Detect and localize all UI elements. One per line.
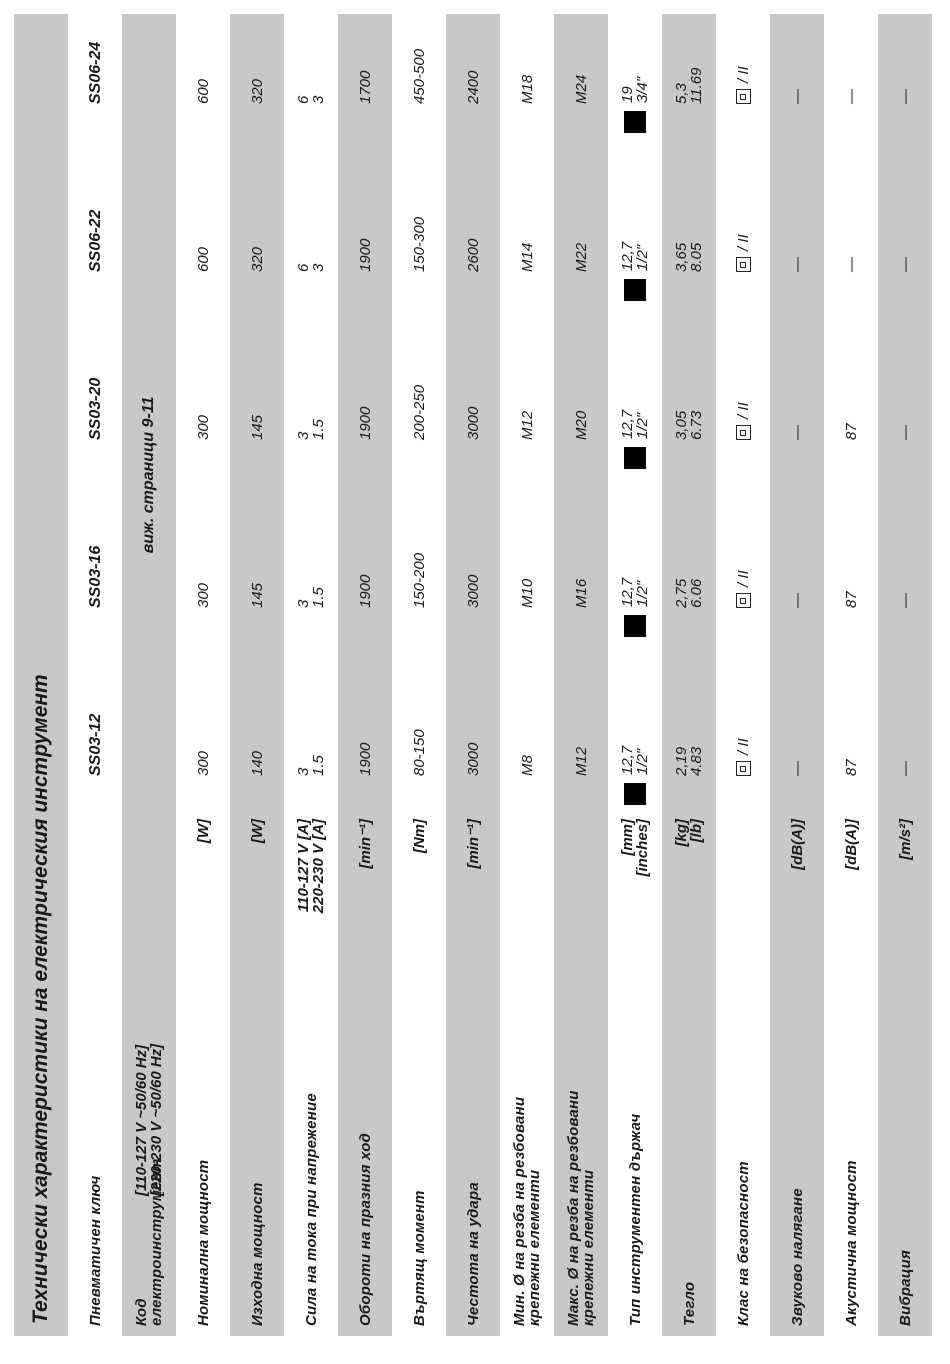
spec-row [662, 14, 716, 1336]
value-cell: 450-500 [410, 48, 428, 104]
value-cell [608, 0, 662, 139]
value-line: 6 [295, 95, 312, 104]
row-label: Въртящ момент [410, 1190, 428, 1326]
spec-row [500, 14, 554, 1336]
value-line: 4.83 [688, 746, 705, 776]
spec-row [230, 14, 284, 1336]
value-cell: 3000 [464, 406, 482, 440]
value-cell: — [896, 89, 914, 104]
class-value [736, 66, 751, 104]
value-line: 1/2" [634, 580, 651, 607]
header-label: Пневматичен ключ [86, 1175, 104, 1326]
value-cell: 150-300 [410, 216, 428, 272]
value-cell [284, 475, 338, 643]
value-cell: M12 [572, 746, 590, 776]
value-line: 19 [619, 86, 636, 103]
row-label: Номинална мощност [194, 1159, 212, 1326]
row-unit-line: 110-127 V [A] [295, 819, 312, 913]
rotated-table [14, 14, 936, 1336]
row-label-line: Макс. Ø на резба на резбовани [565, 1090, 582, 1326]
value-line: 1/2" [634, 412, 651, 439]
value-cell: 140 [248, 750, 266, 776]
spec-row [608, 14, 662, 1336]
value-cell: 2400 [464, 70, 482, 104]
value-line: 3 [310, 95, 327, 104]
row-label: Честота на удара [464, 1182, 482, 1326]
value-line: 1.5 [310, 419, 327, 440]
row-unit: [W] [248, 819, 266, 844]
value-cell: — [896, 425, 914, 440]
value-cell [608, 307, 662, 475]
row-unit-line: 220-230 V [A] [310, 819, 327, 914]
value-cell: — [896, 593, 914, 608]
value-line: 1.5 [310, 755, 327, 776]
value-cell: 87 [842, 423, 860, 440]
double-insulation-icon [736, 257, 751, 272]
code-unit-line: [110-127 V ~50/60 Hz] [133, 1044, 150, 1196]
row-label [554, 1026, 608, 1326]
value-line: 12,7 [619, 409, 636, 439]
row-unit-line: [inches] [634, 819, 651, 877]
value-cell: — [788, 761, 806, 776]
value-cell: — [788, 425, 806, 440]
value-cell: M12 [518, 410, 536, 440]
value-cell: 1900 [356, 574, 374, 608]
value-cell [716, 0, 770, 139]
row-label: Тип инструментен държач [626, 1113, 644, 1326]
value-cell: 200-250 [410, 384, 428, 440]
class-value [736, 738, 751, 776]
value-cell: 145 [248, 414, 266, 440]
value-line: 12,7 [619, 577, 636, 607]
spec-row [176, 14, 230, 1336]
row-label-line: крепежни елементи [580, 1169, 597, 1326]
spec-sheet [14, 14, 936, 1336]
class-value [736, 402, 751, 440]
row-unit-line: [kg] [673, 819, 690, 847]
class-value [736, 234, 751, 272]
value-cell: M14 [518, 242, 536, 272]
value-cell: M16 [572, 578, 590, 608]
value-cell: 300 [194, 414, 212, 440]
row-label: Сила на тока при напрежение [302, 1093, 320, 1326]
spec-row [446, 14, 500, 1336]
row-label: Тегло [680, 1281, 698, 1326]
value-cell [662, 643, 716, 811]
value-line: 11.69 [688, 67, 705, 104]
value-line: 3/4" [634, 76, 651, 103]
value-cell: — [788, 593, 806, 608]
value-cell: — [788, 257, 806, 272]
value-cell: 2600 [464, 238, 482, 272]
value-line: 5,3 [673, 83, 690, 104]
row-label: Звуково налягане [788, 1188, 806, 1326]
row-unit: [W] [194, 819, 212, 844]
value-cell: M8 [518, 755, 536, 776]
value-cell [284, 139, 338, 307]
value-line: 3,65 [673, 242, 690, 272]
value-cell [716, 307, 770, 475]
spec-row [878, 14, 932, 1336]
value-line: 12,7 [619, 745, 636, 775]
value-line: 6 [295, 263, 312, 272]
header-row [68, 14, 122, 1336]
spec-row [554, 14, 608, 1336]
class-text: / II [734, 570, 752, 587]
value-line: 3 [295, 599, 312, 608]
spec-row [392, 14, 446, 1336]
code-note: виж. страници 9-11 [140, 396, 157, 554]
value-cell: 3000 [464, 742, 482, 776]
model-name: SS06-22 [86, 209, 104, 272]
value-cell: 600 [194, 78, 212, 104]
value-line: 8.05 [688, 242, 705, 272]
row-unit [608, 811, 662, 1031]
value-line: 6.06 [688, 578, 705, 608]
row-unit: [min⁻¹] [464, 819, 482, 869]
value-cell [662, 0, 716, 139]
row-unit [662, 811, 716, 1031]
model-name: SS03-12 [86, 713, 104, 776]
value-cell: 1900 [356, 238, 374, 272]
code-unit [122, 896, 176, 1196]
value-cell: M22 [572, 242, 590, 272]
class-text: / II [734, 234, 752, 251]
value-cell [716, 139, 770, 307]
value-cell [716, 643, 770, 811]
double-insulation-icon [736, 593, 751, 608]
value-cell [284, 307, 338, 475]
value-cell: 320 [248, 246, 266, 272]
row-unit-line: [mm] [619, 819, 636, 856]
value-line: 3 [310, 263, 327, 272]
row-label-line: Мин. Ø на резба на резбовани [511, 1096, 528, 1326]
spec-row [770, 14, 824, 1336]
value-cell: M20 [572, 410, 590, 440]
square-drive-icon [624, 447, 646, 469]
value-cell: M10 [518, 578, 536, 608]
value-cell [662, 139, 716, 307]
class-text: / II [734, 66, 752, 83]
class-text: / II [734, 402, 752, 419]
value-cell: — [896, 257, 914, 272]
square-drive-icon [624, 783, 646, 805]
title-row [14, 14, 68, 1336]
row-label-line: крепежни елементи [526, 1169, 543, 1326]
row-label: Акустична мощност [842, 1160, 860, 1326]
square-drive-icon [624, 615, 646, 637]
spec-row [338, 14, 392, 1336]
double-insulation-icon [736, 761, 751, 776]
row-unit: [dB(A)] [788, 819, 806, 870]
value-cell [608, 643, 662, 811]
value-line: 2,75 [673, 578, 690, 608]
square-drive-icon [624, 111, 646, 133]
value-cell: 1700 [356, 70, 374, 104]
value-line: 3,05 [673, 410, 690, 440]
row-unit: [min⁻¹] [356, 819, 374, 869]
row-label: Обороти на празния ход [356, 1132, 374, 1326]
spec-row [716, 14, 770, 1336]
value-cell: 80-150 [410, 729, 428, 776]
row-unit-line: [lb] [688, 819, 705, 843]
value-cell: — [896, 761, 914, 776]
value-cell: — [842, 89, 860, 104]
value-cell: 300 [194, 582, 212, 608]
value-line: 6.73 [688, 410, 705, 440]
value-cell: 150-200 [410, 552, 428, 608]
value-cell: M18 [518, 74, 536, 104]
value-cell: 1900 [356, 742, 374, 776]
value-line: 12,7 [619, 241, 636, 271]
value-line: 3 [295, 431, 312, 440]
row-label: Изходна мощност [248, 1182, 266, 1326]
spec-row [284, 14, 338, 1336]
value-cell [284, 643, 338, 811]
class-value [736, 570, 751, 608]
row-unit [284, 811, 338, 1031]
value-cell: 600 [194, 246, 212, 272]
value-cell [608, 139, 662, 307]
value-line: 2,19 [673, 746, 690, 776]
code-row [122, 14, 176, 1336]
code-label: Код електроинструмент [133, 1158, 165, 1326]
row-unit: [Nm] [410, 819, 428, 854]
row-label: Клас на безопасност [734, 1161, 752, 1326]
value-cell [662, 307, 716, 475]
model-name: SS03-16 [86, 545, 104, 608]
value-cell: — [842, 257, 860, 272]
square-drive-icon [624, 279, 646, 301]
value-cell: 1900 [356, 406, 374, 440]
value-cell: 320 [248, 78, 266, 104]
row-unit: [dB(A)] [842, 819, 860, 870]
value-cell: 3000 [464, 574, 482, 608]
value-cell: 145 [248, 582, 266, 608]
value-line: 1/2" [634, 748, 651, 775]
spec-row [824, 14, 878, 1336]
value-cell: M24 [572, 74, 590, 104]
value-line: 1.5 [310, 587, 327, 608]
value-cell [284, 0, 338, 139]
model-name: SS03-20 [86, 377, 104, 440]
value-cell [716, 475, 770, 643]
value-cell: 87 [842, 591, 860, 608]
double-insulation-icon [736, 89, 751, 104]
value-cell: 300 [194, 750, 212, 776]
value-cell [608, 475, 662, 643]
value-cell: 87 [842, 759, 860, 776]
row-unit: [m/s²] [896, 819, 914, 860]
value-line: 3 [295, 767, 312, 776]
code-unit-line: [220-230 V ~50/60 Hz] [148, 1043, 165, 1196]
page-title: Технически характеристики на електрическия инструмент [29, 674, 52, 1324]
value-cell [662, 475, 716, 643]
model-name: SS06-24 [86, 41, 104, 104]
value-cell: — [788, 89, 806, 104]
row-label: Вибрация [896, 1249, 914, 1326]
double-insulation-icon [736, 425, 751, 440]
row-label [500, 1026, 554, 1326]
class-text: / II [734, 738, 752, 755]
value-line: 1/2" [634, 244, 651, 271]
